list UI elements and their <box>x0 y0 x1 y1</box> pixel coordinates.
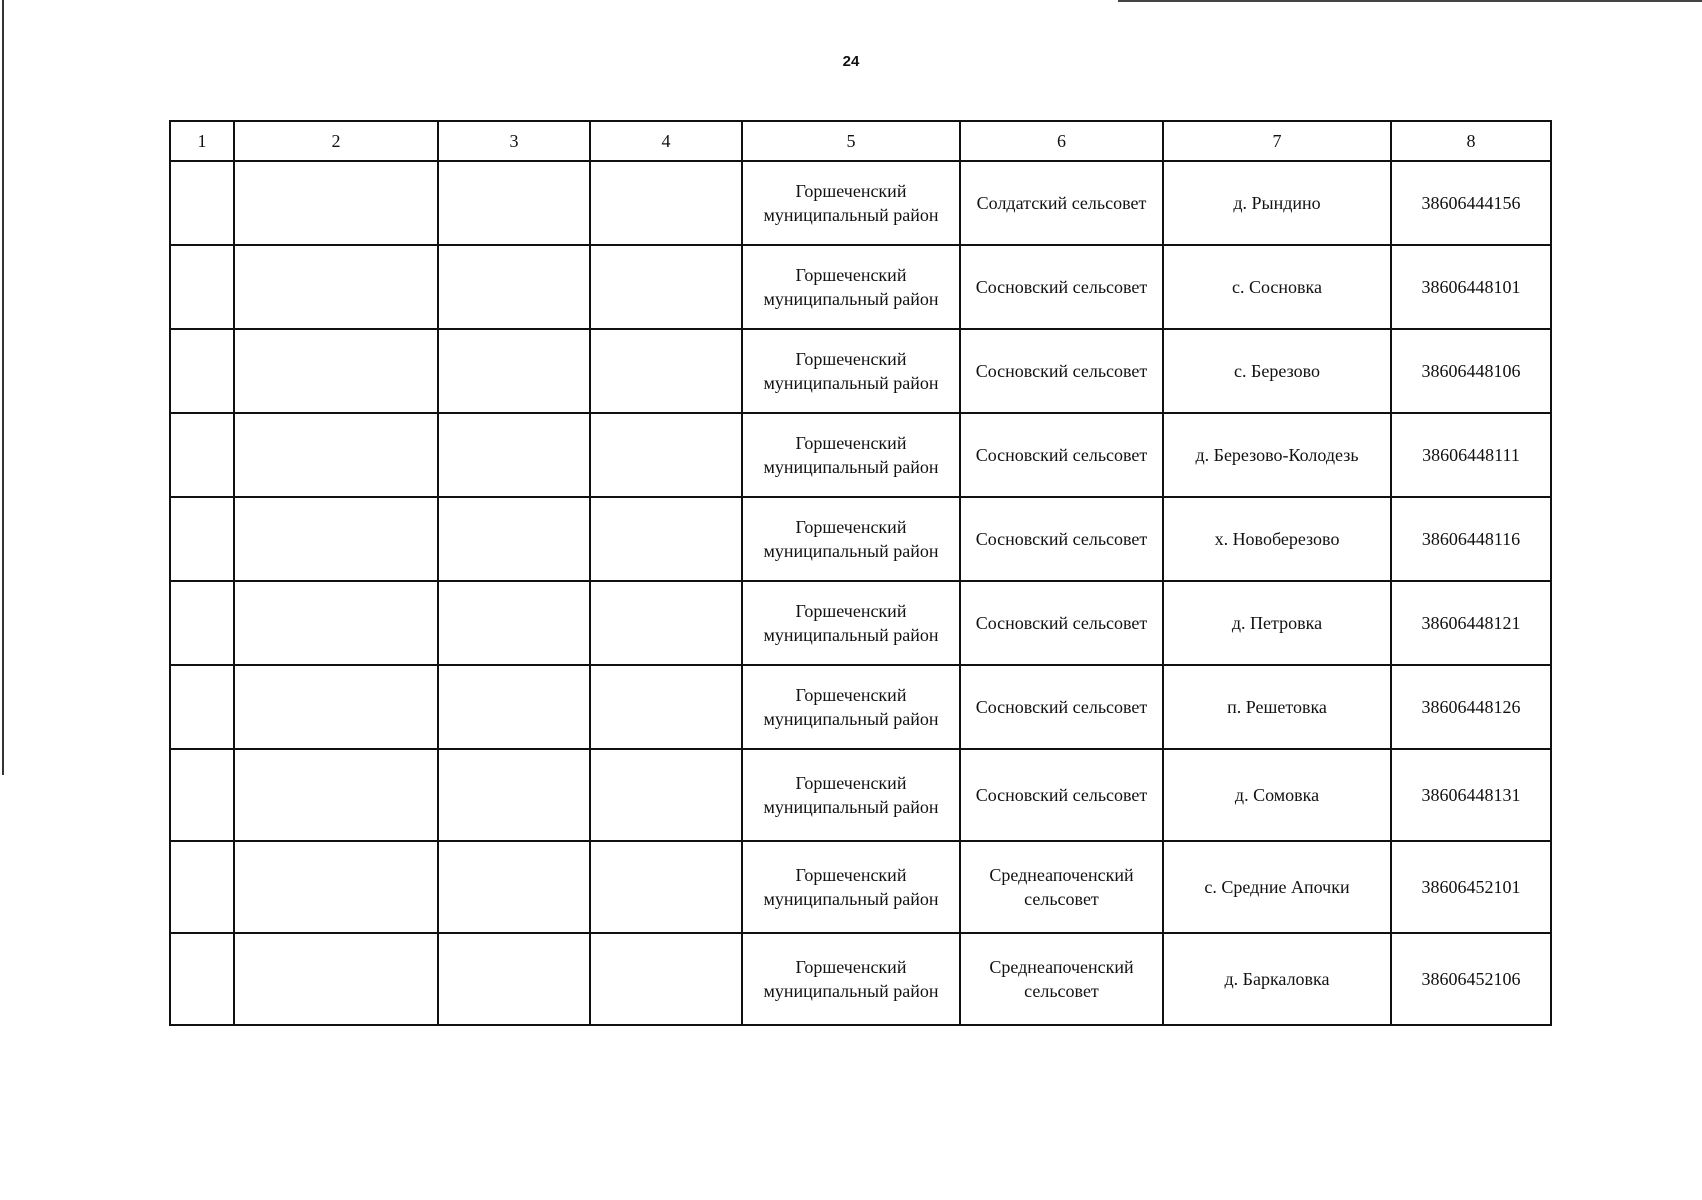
cell-col1 <box>170 749 234 841</box>
table-row <box>170 749 1551 841</box>
table-row <box>170 413 1551 497</box>
cell-code: 38606448131 <box>1391 749 1551 841</box>
cell-council: Сосновский сельсовет <box>960 581 1163 665</box>
cell-district: Горшеченский муниципальный район <box>742 933 960 1025</box>
cell-col1 <box>170 841 234 933</box>
cell-col3 <box>438 581 590 665</box>
cell-code: 38606448111 <box>1391 413 1551 497</box>
cell-settlement: д. Рындино <box>1163 161 1391 245</box>
cell-council: Сосновский сельсовет <box>960 329 1163 413</box>
cell-col1 <box>170 497 234 581</box>
cell-settlement: п. Решетовка <box>1163 665 1391 749</box>
column-header-4: 4 <box>590 121 742 161</box>
cell-col2 <box>234 841 438 933</box>
cell-col1 <box>170 245 234 329</box>
cell-district: Горшеченский муниципальный район <box>742 329 960 413</box>
cell-col4 <box>590 749 742 841</box>
cell-district: Горшеченский муниципальный район <box>742 497 960 581</box>
cell-council: Сосновский сельсовет <box>960 665 1163 749</box>
cell-col3 <box>438 665 590 749</box>
cell-col3 <box>438 329 590 413</box>
cell-settlement: с. Березово <box>1163 329 1391 413</box>
scan-border-top <box>1118 0 1702 2</box>
cell-col2 <box>234 933 438 1025</box>
cell-col4 <box>590 933 742 1025</box>
cell-col2 <box>234 161 438 245</box>
column-header-1: 1 <box>170 121 234 161</box>
table-row <box>170 933 1551 1025</box>
cell-district: Горшеченский муниципальный район <box>742 749 960 841</box>
column-header-5: 5 <box>742 121 960 161</box>
cell-col1 <box>170 581 234 665</box>
settlements-table <box>169 120 1552 1026</box>
cell-col4 <box>590 245 742 329</box>
table-row <box>170 841 1551 933</box>
cell-district: Горшеченский муниципальный район <box>742 581 960 665</box>
table-row <box>170 665 1551 749</box>
cell-settlement: д. Березово-Колодезь <box>1163 413 1391 497</box>
cell-col3 <box>438 161 590 245</box>
column-header-3: 3 <box>438 121 590 161</box>
cell-col3 <box>438 413 590 497</box>
cell-council: Среднеапоченский сельсовет <box>960 841 1163 933</box>
cell-col3 <box>438 245 590 329</box>
cell-settlement: с. Средние Апочки <box>1163 841 1391 933</box>
column-header-2: 2 <box>234 121 438 161</box>
cell-code: 38606448121 <box>1391 581 1551 665</box>
table-header-row <box>170 121 1551 161</box>
cell-district: Горшеченский муниципальный район <box>742 413 960 497</box>
cell-settlement: д. Баркаловка <box>1163 933 1391 1025</box>
cell-code: 38606448116 <box>1391 497 1551 581</box>
cell-col1 <box>170 413 234 497</box>
cell-council: Сосновский сельсовет <box>960 497 1163 581</box>
cell-col1 <box>170 665 234 749</box>
cell-code: 38606448106 <box>1391 329 1551 413</box>
cell-council: Солдатский сельсовет <box>960 161 1163 245</box>
cell-settlement: х. Новоберезово <box>1163 497 1391 581</box>
cell-code: 38606444156 <box>1391 161 1551 245</box>
cell-col4 <box>590 161 742 245</box>
cell-council: Среднеапоченский сельсовет <box>960 933 1163 1025</box>
table-row <box>170 245 1551 329</box>
table-row <box>170 581 1551 665</box>
cell-col2 <box>234 245 438 329</box>
cell-code: 38606448126 <box>1391 665 1551 749</box>
cell-col4 <box>590 329 742 413</box>
cell-col2 <box>234 665 438 749</box>
cell-col4 <box>590 841 742 933</box>
cell-council: Сосновский сельсовет <box>960 749 1163 841</box>
cell-col1 <box>170 329 234 413</box>
table-row <box>170 161 1551 245</box>
column-header-8: 8 <box>1391 121 1551 161</box>
cell-col1 <box>170 933 234 1025</box>
cell-district: Горшеченский муниципальный район <box>742 245 960 329</box>
cell-council: Сосновский сельсовет <box>960 245 1163 329</box>
column-header-7: 7 <box>1163 121 1391 161</box>
cell-col4 <box>590 497 742 581</box>
cell-council: Сосновский сельсовет <box>960 413 1163 497</box>
cell-col3 <box>438 841 590 933</box>
page-number: 24 <box>842 53 860 70</box>
cell-settlement: с. Сосновка <box>1163 245 1391 329</box>
cell-col2 <box>234 413 438 497</box>
cell-district: Горшеченский муниципальный район <box>742 161 960 245</box>
cell-col3 <box>438 497 590 581</box>
cell-col3 <box>438 933 590 1025</box>
cell-code: 38606452106 <box>1391 933 1551 1025</box>
table-row <box>170 329 1551 413</box>
column-header-6: 6 <box>960 121 1163 161</box>
cell-col2 <box>234 749 438 841</box>
cell-col2 <box>234 581 438 665</box>
cell-col4 <box>590 413 742 497</box>
cell-settlement: д. Сомовка <box>1163 749 1391 841</box>
cell-col1 <box>170 161 234 245</box>
table-row <box>170 497 1551 581</box>
cell-col4 <box>590 581 742 665</box>
cell-settlement: д. Петровка <box>1163 581 1391 665</box>
cell-code: 38606452101 <box>1391 841 1551 933</box>
scan-border-left <box>2 0 4 775</box>
cell-col2 <box>234 329 438 413</box>
cell-col2 <box>234 497 438 581</box>
cell-district: Горшеченский муниципальный район <box>742 841 960 933</box>
cell-col4 <box>590 665 742 749</box>
cell-col3 <box>438 749 590 841</box>
cell-code: 38606448101 <box>1391 245 1551 329</box>
cell-district: Горшеченский муниципальный район <box>742 665 960 749</box>
